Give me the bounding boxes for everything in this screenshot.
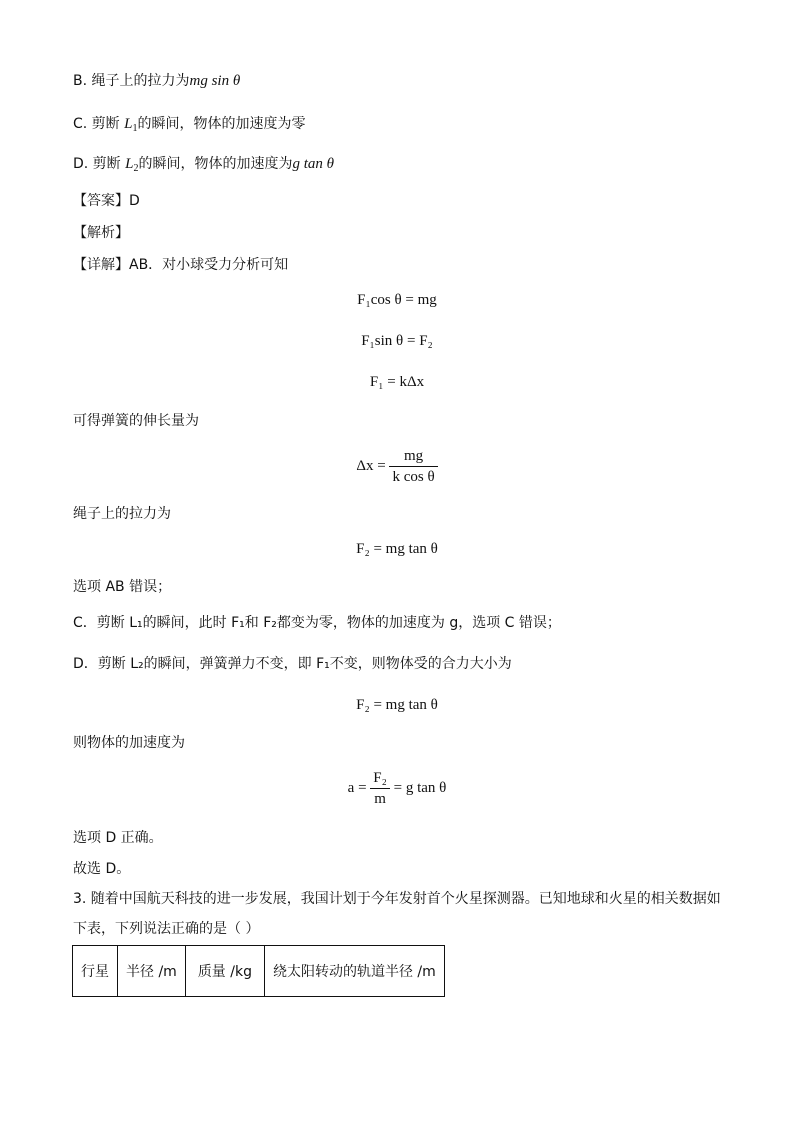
option-c-prefix: C. 剪断	[73, 116, 120, 132]
ab-wrong-text: 选项 AB 错误；	[73, 579, 172, 595]
answer-label: 【答案】	[73, 193, 129, 209]
equation-7-lhs: a =	[347, 779, 367, 796]
equation-7	[0, 768, 794, 809]
table-header-radius: 半径 /m	[118, 946, 186, 997]
table-header-mass: 质量 /kg	[185, 946, 264, 997]
rope-tension-text: 绳子上的拉力为	[73, 506, 171, 522]
equation-4-numerator: mg	[389, 446, 437, 467]
question-3-line-2: 下表，下列说法正确的是（ ）	[73, 921, 260, 937]
detail-label: 【详解】	[73, 257, 129, 273]
d-explanation: D．剪断 L₂的瞬间，弹簧弹力不变，即 F₁不变，则物体受的合力大小为	[73, 656, 512, 672]
equation-2: F₁sin θ = F₂	[361, 333, 433, 349]
option-b-text: B. 绳子上的拉力为	[73, 73, 190, 89]
table-header-orbit-radius: 绕太阳转动的轨道半径 /m	[264, 946, 444, 997]
equation-5: F₂ = mg tan θ	[356, 541, 438, 557]
equation-4-fraction	[389, 446, 437, 487]
equation-3: F₁ = kΔx	[369, 374, 425, 390]
equation-7-rhs: = g tan θ	[393, 779, 447, 796]
option-b	[73, 72, 240, 90]
option-b-expression: mg sin θ	[189, 73, 241, 89]
option-d-variable: $L_2$	[125, 156, 139, 174]
equation-6: F₂ = mg tan θ	[356, 697, 438, 713]
equation-7-fraction	[370, 768, 390, 809]
acceleration-text: 则物体的加速度为	[73, 735, 185, 751]
planet-data-table	[72, 945, 445, 997]
question-3-line-1: 3. 随着中国航天科技的进一步发展，我国计划于今年发射首个火星探测器。已知地球和火星的相关数据如	[73, 891, 721, 907]
detail-text: AB．对小球受力分析可知	[129, 257, 289, 273]
option-c-suffix: 的瞬间，物体的加速度为零	[137, 116, 306, 132]
table-header-row	[73, 946, 445, 997]
option-d	[73, 155, 334, 178]
equation-7-numerator: F₂	[370, 768, 390, 789]
equation-4-lhs: Δx =	[356, 457, 386, 474]
equation-7-denominator: m	[374, 791, 386, 807]
option-d-suffix: 的瞬间，物体的加速度为	[138, 156, 293, 172]
spring-extension-text: 可得弹簧的伸长量为	[73, 413, 199, 429]
analysis-label: 【解析】	[73, 225, 129, 241]
answer-line	[73, 192, 140, 210]
c-explanation: C．剪断 L₁的瞬间，此时 F₁和 F₂都变为零，物体的加速度为 g，选项 C 错误；	[73, 615, 561, 631]
equation-4	[0, 446, 794, 487]
option-d-prefix: D. 剪断	[73, 156, 121, 172]
option-c-variable: $L_1$	[124, 116, 138, 134]
option-d-expression: g tan θ	[292, 156, 335, 172]
d-correct-text: 选项 D 正确。	[73, 830, 163, 846]
option-c	[73, 115, 305, 138]
answer-value: D	[129, 193, 140, 209]
equation-1: F₁cos θ = mg	[357, 292, 437, 308]
choose-text: 故选 D。	[73, 861, 131, 877]
detail-line	[73, 256, 288, 274]
table-header-planet: 行星	[73, 946, 118, 997]
equation-4-denominator: k cos θ	[392, 469, 435, 485]
